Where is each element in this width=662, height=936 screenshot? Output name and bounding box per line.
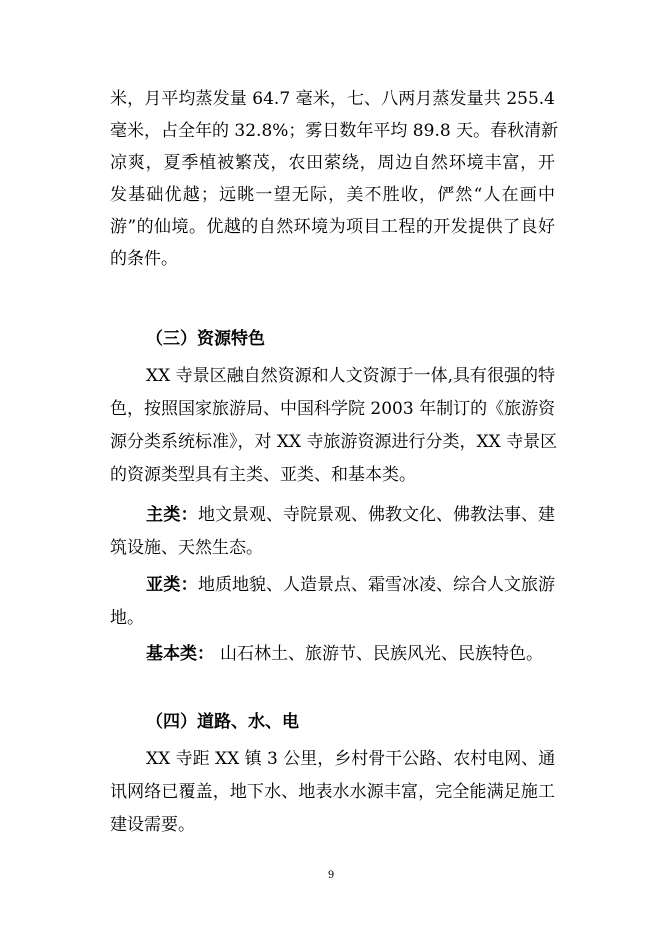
main-category-label: 主类： [146, 505, 198, 525]
sub-category-label: 亚类： [146, 575, 198, 595]
paragraph-line: 的资源类型具有主类、亚类、和基本类。 [110, 465, 416, 485]
paragraph-line: 的条件。 [110, 249, 178, 269]
paragraph-line: 毫米，占全年的 32.8%；雾日数年平均 89.8 天。春秋清新 [110, 121, 559, 141]
paragraph-line: 发基础优越；远眺一望无际，美不胜收，俨然“人在画中 [110, 185, 555, 205]
paragraph-line: 色，按照国家旅游局、中国科学院 2003 年制订的《旅游资 [110, 399, 556, 419]
paragraph-line: 凉爽，夏季植被繁茂，农田萦绕，周边自然环境丰富，开 [110, 153, 555, 173]
paragraph-line: XX 寺距 XX 镇 3 公里，乡村骨干公路、农村电网、通 [146, 749, 556, 769]
paragraph-line: 筑设施、天然生态。 [110, 538, 263, 558]
page-number: 9 [327, 870, 335, 881]
paragraph-line: 源分类系统标准》，对 XX 寺旅游资源进行分类，XX 寺景区 [110, 432, 558, 452]
sub-category-line [0, 574, 662, 596]
paragraph-line: 建设需要。 [110, 815, 195, 835]
main-category-text: 地文景观、寺院景观、佛教文化、佛教法事、建 [198, 505, 555, 525]
basic-category-text: 山石林土、旅游节、民族风光、民族特色。 [220, 644, 543, 664]
paragraph-line: 米，月平均蒸发量 64.7 毫米，七、八两月蒸发量共 255.4 [110, 89, 555, 109]
section-heading: （三）资源特色 [146, 329, 265, 349]
paragraph-line: 游”的仙境。优越的自然环境为项目工程的开发提供了良好 [110, 217, 555, 237]
paragraph-line: 讯网络已覆盖，地下水、地表水水源丰富，完全能满足施工 [110, 782, 555, 802]
sub-category-text: 地质地貌、人造景点、霜雪冰凌、综合人文旅游 [198, 575, 555, 595]
section-heading: （四）道路、水、电 [146, 712, 299, 732]
paragraph-line: XX 寺景区融自然资源和人文资源于一体,具有很强的特 [146, 366, 556, 386]
basic-category-label: 基本类： [146, 644, 214, 664]
basic-category-line [0, 643, 662, 665]
main-category-line [0, 504, 662, 526]
paragraph-line: 地。 [110, 608, 144, 628]
